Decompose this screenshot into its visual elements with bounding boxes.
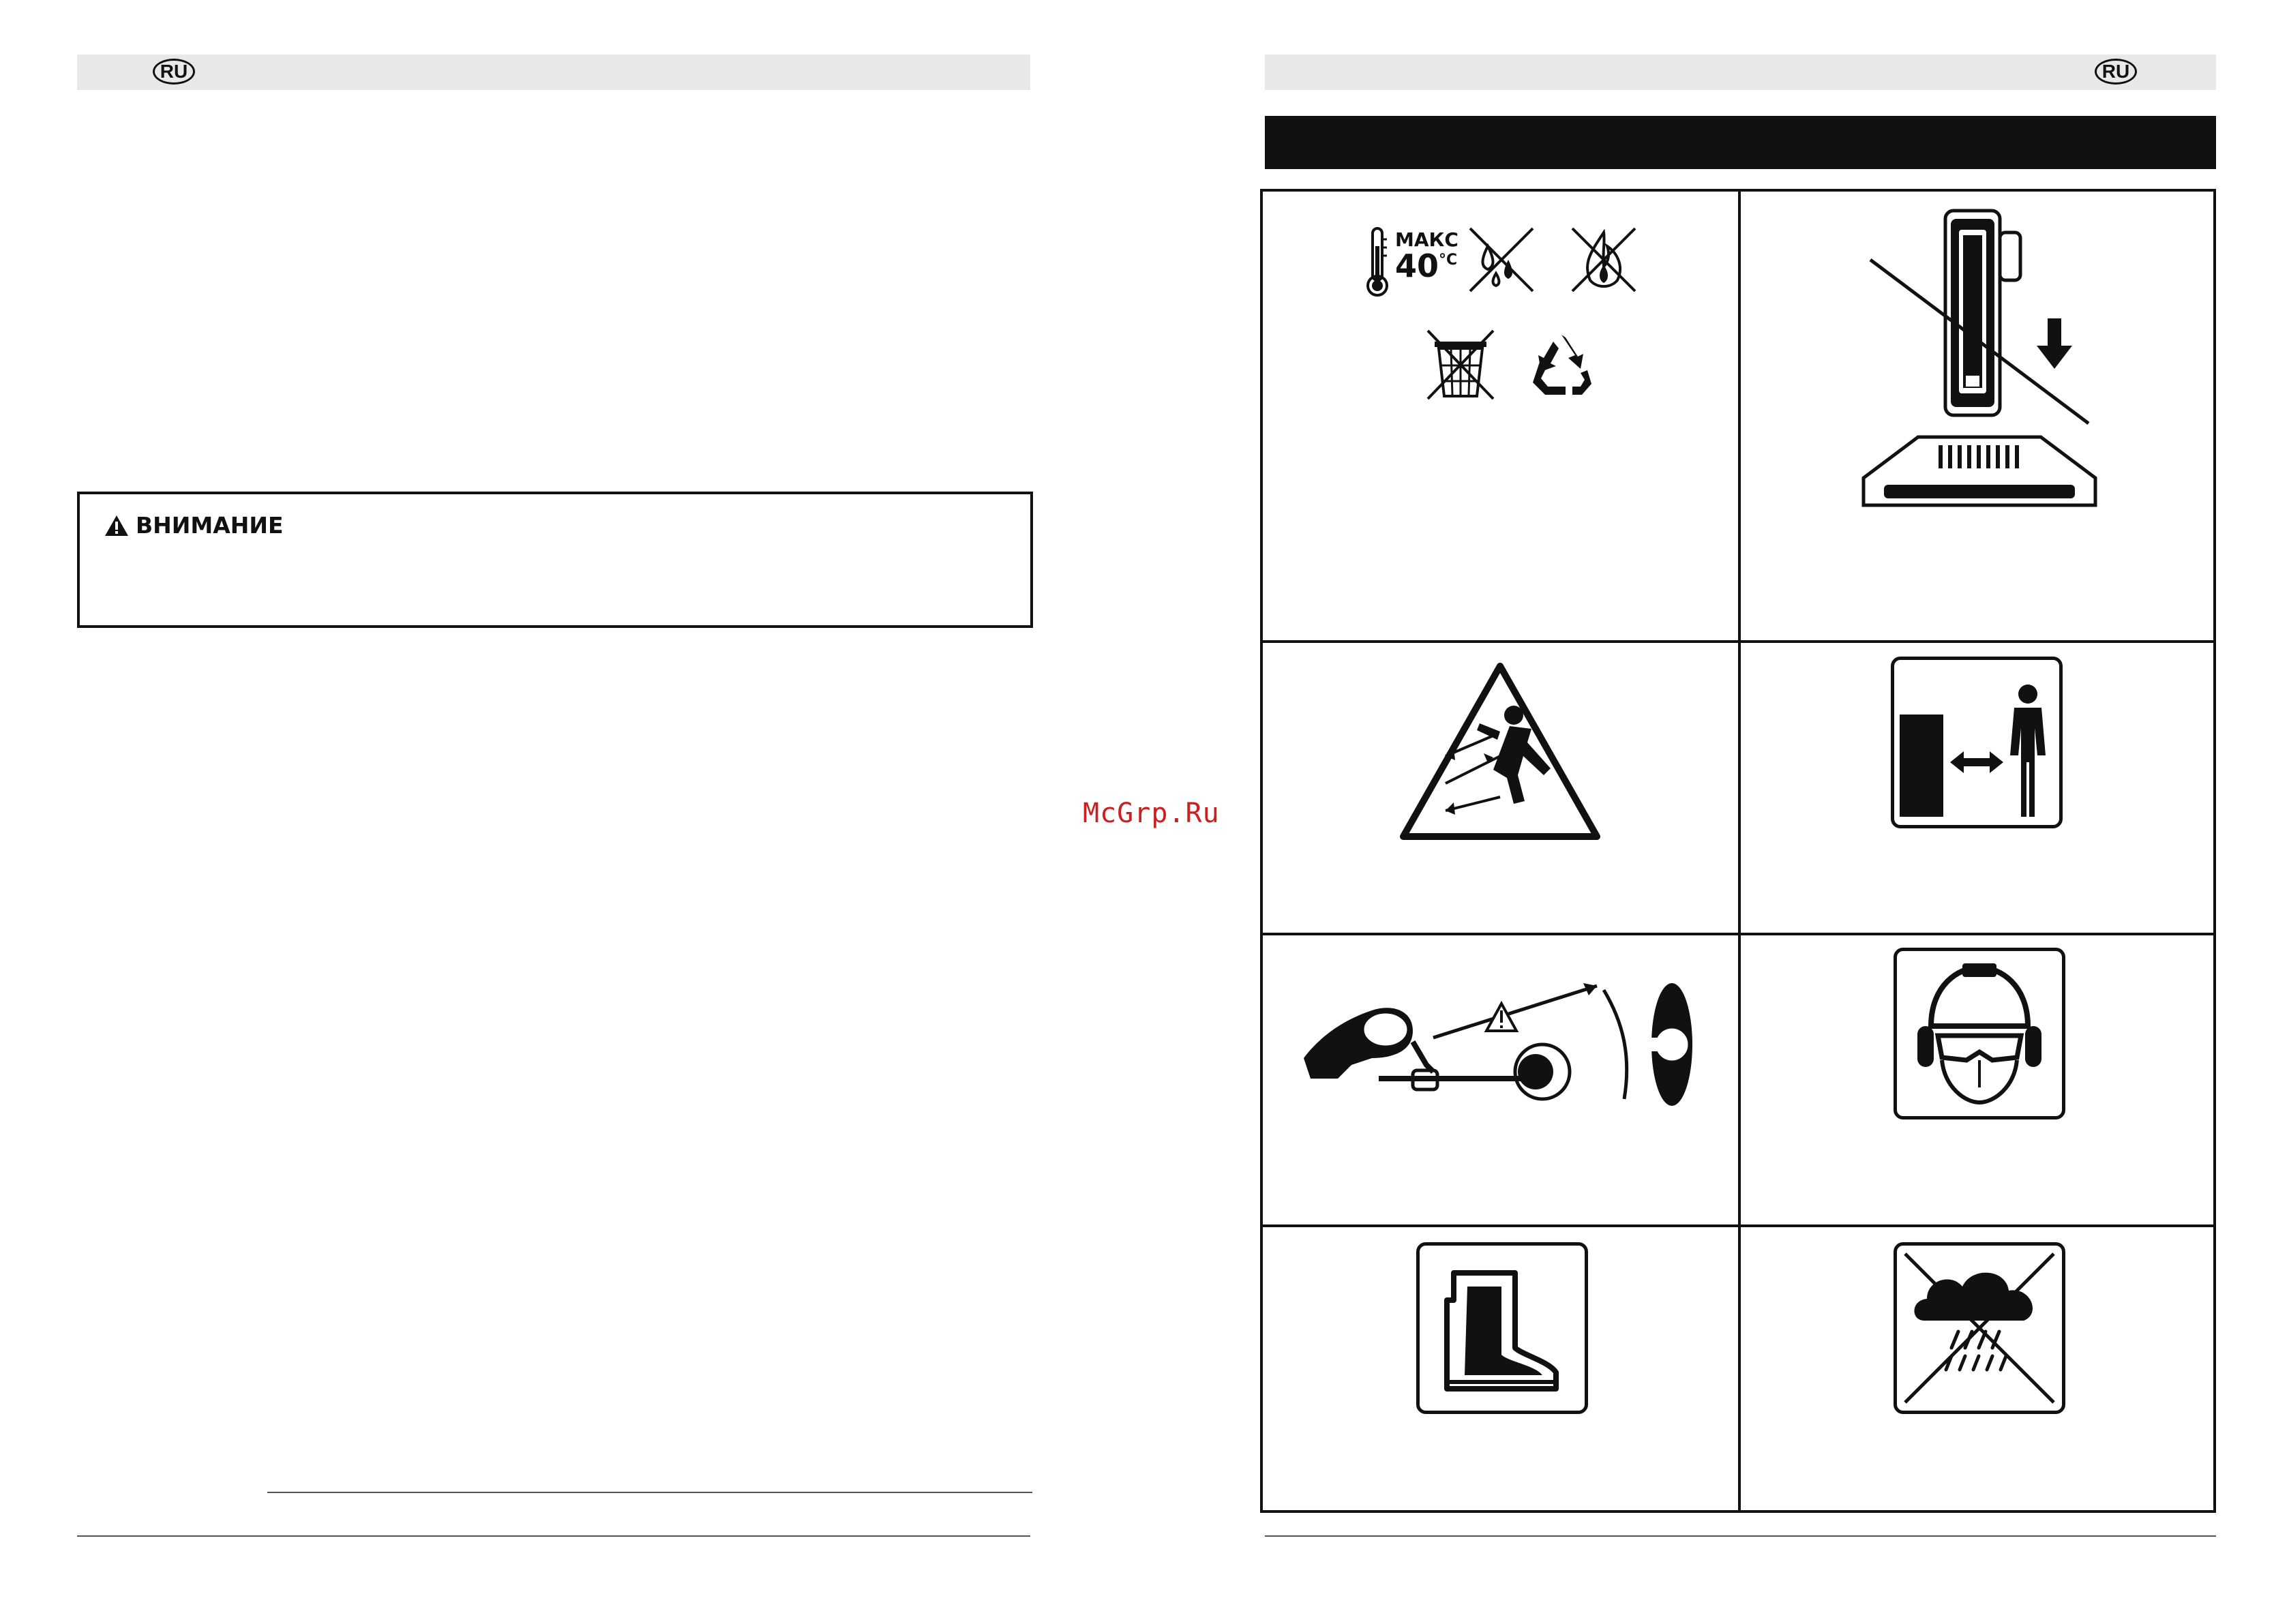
no-rain-icon: [1897, 1246, 2062, 1411]
symbols-grid: [1260, 189, 2216, 1513]
warning-title: [104, 512, 284, 539]
no-rain-icon-frame: [1894, 1242, 2065, 1414]
temp-value-number: 40: [1395, 247, 1439, 284]
helmet-goggles-earmuffs-icon: [1897, 951, 2062, 1116]
safety-boots-icon-frame: [1416, 1242, 1588, 1414]
cell-charger: [1741, 192, 2213, 640]
cell-protection-gear: [1741, 935, 2213, 1224]
warning-box: [77, 492, 1033, 628]
temp-value: [1395, 247, 1457, 284]
left-header-bar: [77, 55, 1030, 90]
cell-flying-objects: [1263, 643, 1738, 933]
right-language-badge: RU: [2095, 59, 2137, 85]
keep-distance-icon: [1894, 660, 2059, 825]
no-fire-icon: [1570, 226, 1638, 294]
protection-gear-icon-frame: [1894, 948, 2065, 1119]
left-bottom-rule: [77, 1535, 1030, 1537]
safety-boots-icon: [1420, 1246, 1585, 1411]
keep-distance-icon-frame: [1891, 657, 2063, 828]
battery-on-charger-icon: [1843, 205, 2116, 532]
flying-objects-warning-icon: [1398, 661, 1602, 843]
warning-title-text: ВНИМАНИЕ: [136, 512, 284, 539]
cell-no-rain: [1741, 1227, 2213, 1510]
cell-storage-symbols: [1263, 192, 1738, 640]
thermometer-icon: [1364, 226, 1391, 299]
temp-label: МАКС: [1395, 228, 1458, 251]
operator-trimmer-icon: [1297, 956, 1706, 1119]
no-water-icon: [1467, 226, 1536, 294]
warning-triangle-icon: [104, 515, 129, 537]
left-footnote-rule: [267, 1492, 1032, 1493]
left-language-badge: RU: [153, 59, 195, 85]
cell-safety-boots: [1263, 1227, 1738, 1510]
temp-unit: °C: [1439, 252, 1458, 269]
recycle-icon: [1526, 328, 1597, 402]
watermark-text: McGrp.Ru: [1083, 798, 1220, 829]
crossed-bin-icon: [1425, 328, 1496, 402]
cell-operator-distance: [1263, 935, 1738, 1224]
section-title-bar: [1265, 116, 2216, 169]
right-bottom-rule: [1265, 1535, 2216, 1537]
cell-keep-distance: [1741, 643, 2213, 933]
right-header-bar: [1265, 55, 2216, 90]
